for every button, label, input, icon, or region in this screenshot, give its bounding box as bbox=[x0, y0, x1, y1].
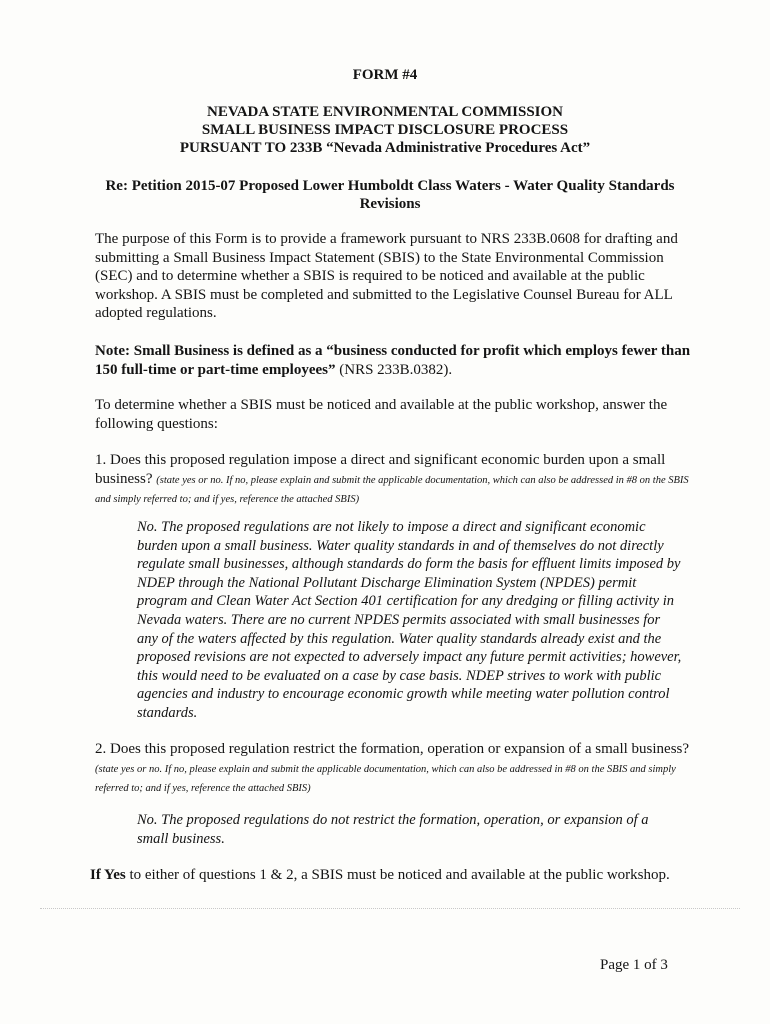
form-number: FORM #4 bbox=[352, 67, 418, 83]
if-yes-rest: to either of questions 1 & 2, a SBIS must be noticed and available at the public workshop. bbox=[125, 867, 670, 883]
question-1-text: 1. Does this proposed regulation impose a direct and significant economic burden upon a small business? bbox=[95, 452, 666, 487]
if-yes-statement bbox=[90, 866, 700, 885]
heading-process: SMALL BUSINESS IMPACT DISCLOSURE PROCESS bbox=[201, 122, 569, 138]
question-1 bbox=[95, 451, 695, 508]
purpose-paragraph: The purpose of this Form is to provide a framework pursuant to NRS 233B.0608 for drafting and submitting a Small Business Impact Statement (SBIS) to the State Environmental Commission (SEC) and to determine whether a SBIS is required to be noticed and available at the public workshop. A SBIS must be completed and submitted to the Legislative Counsel Bureau for ALL adopted regulations. bbox=[95, 231, 678, 321]
question-2 bbox=[95, 740, 695, 797]
question-2-instruction: (state yes or no. If no, please explain and submit the applicable documentation, which can also be addressed in #8 on the SBIS and simply referred to; and if yes, reference the attached SBIS) bbox=[95, 763, 676, 794]
question-2-answer: No. The proposed regulations do not restrict the formation, operation, or expansion of a small business. bbox=[137, 812, 649, 847]
note-definition: Note: Small Business is defined as a “business conducted for profit which employs fewer than 150 full-time or part-time employees” bbox=[95, 343, 691, 378]
if-yes-lead: If Yes bbox=[90, 867, 126, 883]
small-business-note bbox=[95, 342, 695, 379]
page-divider bbox=[40, 908, 740, 909]
document-heading bbox=[60, 103, 710, 157]
question-1-instruction: (state yes or no. If no, please explain and submit the applicable documentation, which can also be addressed in #8 on the SBIS and simply referred to; and if yes, reference the attached SBIS) bbox=[95, 474, 689, 505]
page-number: Page 1 of 3 bbox=[600, 957, 668, 973]
determine-paragraph: To determine whether a SBIS must be noticed and available at the public workshop, answer the following questions: bbox=[95, 397, 668, 432]
petition-reference: Re: Petition 2015-07 Proposed Lower Humboldt Class Waters - Water Quality Standards Revisions bbox=[105, 178, 675, 212]
heading-pursuant: PURSUANT TO 233B “Nevada Administrative Procedures Act” bbox=[179, 140, 591, 156]
heading-commission: NEVADA STATE ENVIRONMENTAL COMMISSION bbox=[206, 104, 564, 120]
question-2-text: 2. Does this proposed regulation restrict the formation, operation or expansion of a small business? bbox=[95, 741, 690, 757]
question-1-answer: No. The proposed regulations are not likely to impose a direct and significant economic burden upon a small business. Water quality standards in and of themselves do not directly regulate small businesses, although standards do form the basis for effluent limits imposed by NDEP through the National Pollutant Discharge Elimination System (NPDES) permit program and Clean Water Act Section 401 certification for any dredging or filling activity in Nevada waters. There are no current NPDES permits associated with small businesses for any of the waters affected by this regulation. Water quality standards already exist and the proposed revisions are not expected to adversely impact any future permit activities; however, this would need to be evaluated on a case by case basis. NDEP strives to work with public agencies and industry to encourage economic growth while meeting water pollution control standards. bbox=[137, 519, 682, 721]
note-citation: (NRS 233B.0382). bbox=[335, 361, 453, 378]
